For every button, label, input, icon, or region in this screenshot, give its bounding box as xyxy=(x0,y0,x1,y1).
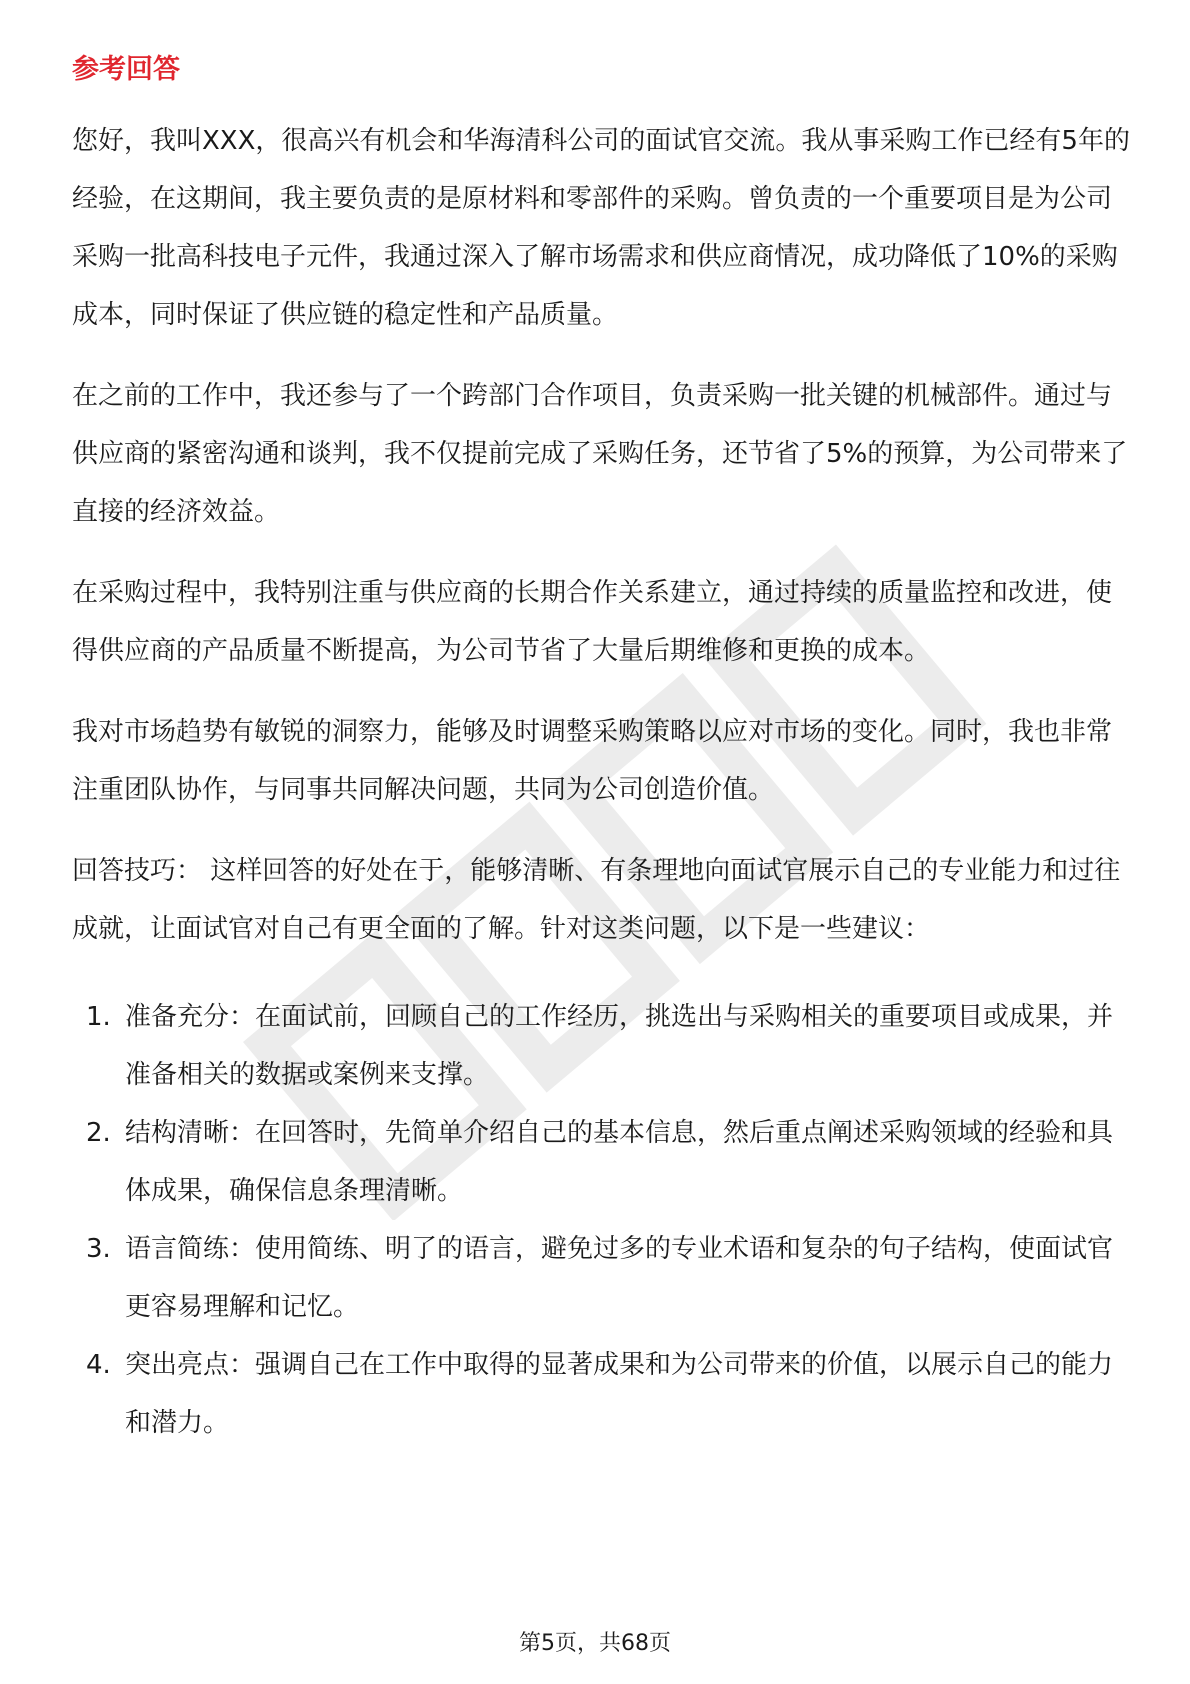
section-heading: 参考回答 xyxy=(72,54,180,85)
list-item xyxy=(72,1336,1132,1452)
answer-paragraph-1: 您好，我叫XXX，很高兴有机会和华海清科公司的面试官交流。我从事采购工作已经有5年的经验，在这期间，我主要负责的是原材料和零部件的采购。曾负责的一个重要项目是为公司采购一批高科技电子元件，我通过深入了解市场需求和供应商情况，成功降低了10%的采购成本，同时保证了供应链的稳定性和产品质量。 xyxy=(72,126,1130,330)
answer-paragraph-3: 在采购过程中，我特别注重与供应商的长期合作关系建立，通过持续的质量监控和改进，使得供应商的产品质量不断提高，为公司节省了大量后期维修和更换的成本。 xyxy=(72,578,1113,666)
list-item-text: 准备充分：在面试前，回顾自己的工作经历，挑选出与采购相关的重要项目或成果，并准备相关的数据或案例来支撑。 xyxy=(125,1002,1114,1090)
tips-intro-paragraph: 回答技巧： 这样回答的好处在于，能够清晰、有条理地向面试官展示自己的专业能力和过往成就，让面试官对自己有更全面的了解。针对这类问题，以下是一些建议： xyxy=(72,856,1121,944)
list-item-text: 结构清晰：在回答时，先简单介绍自己的基本信息，然后重点阐述采购领域的经验和具体成果，确保信息条理清晰。 xyxy=(125,1118,1114,1206)
list-item-text: 语言简练：使用简练、明了的语言，避免过多的专业术语和复杂的句子结构，使面试官更容易理解和记忆。 xyxy=(125,1234,1114,1322)
list-item xyxy=(72,988,1132,1104)
tips-list xyxy=(72,988,1132,1452)
list-item-text: 突出亮点：强调自己在工作中取得的显著成果和为公司带来的价值，以展示自己的能力和潜力。 xyxy=(125,1350,1114,1438)
list-item xyxy=(72,1104,1132,1220)
list-item xyxy=(72,1220,1132,1336)
list-item-number: 1. xyxy=(86,1002,111,1032)
answer-paragraph-4: 我对市场趋势有敏锐的洞察力，能够及时调整采购策略以应对市场的变化。同时，我也非常注重团队协作，与同事共同解决问题，共同为公司创造价值。 xyxy=(72,717,1113,805)
document-page xyxy=(72,40,1132,1452)
list-item-number: 2. xyxy=(86,1118,111,1148)
answer-paragraph-2: 在之前的工作中，我还参与了一个跨部门合作项目，负责采购一批关键的机械部件。通过与供应商的紧密沟通和谈判，我不仅提前完成了采购任务，还节省了5%的预算，为公司带来了直接的经济效益。 xyxy=(72,381,1128,527)
list-item-number: 3. xyxy=(86,1234,111,1264)
list-item-number: 4. xyxy=(86,1350,111,1380)
page-number-footer: 第5页，共68页 xyxy=(519,1631,671,1656)
